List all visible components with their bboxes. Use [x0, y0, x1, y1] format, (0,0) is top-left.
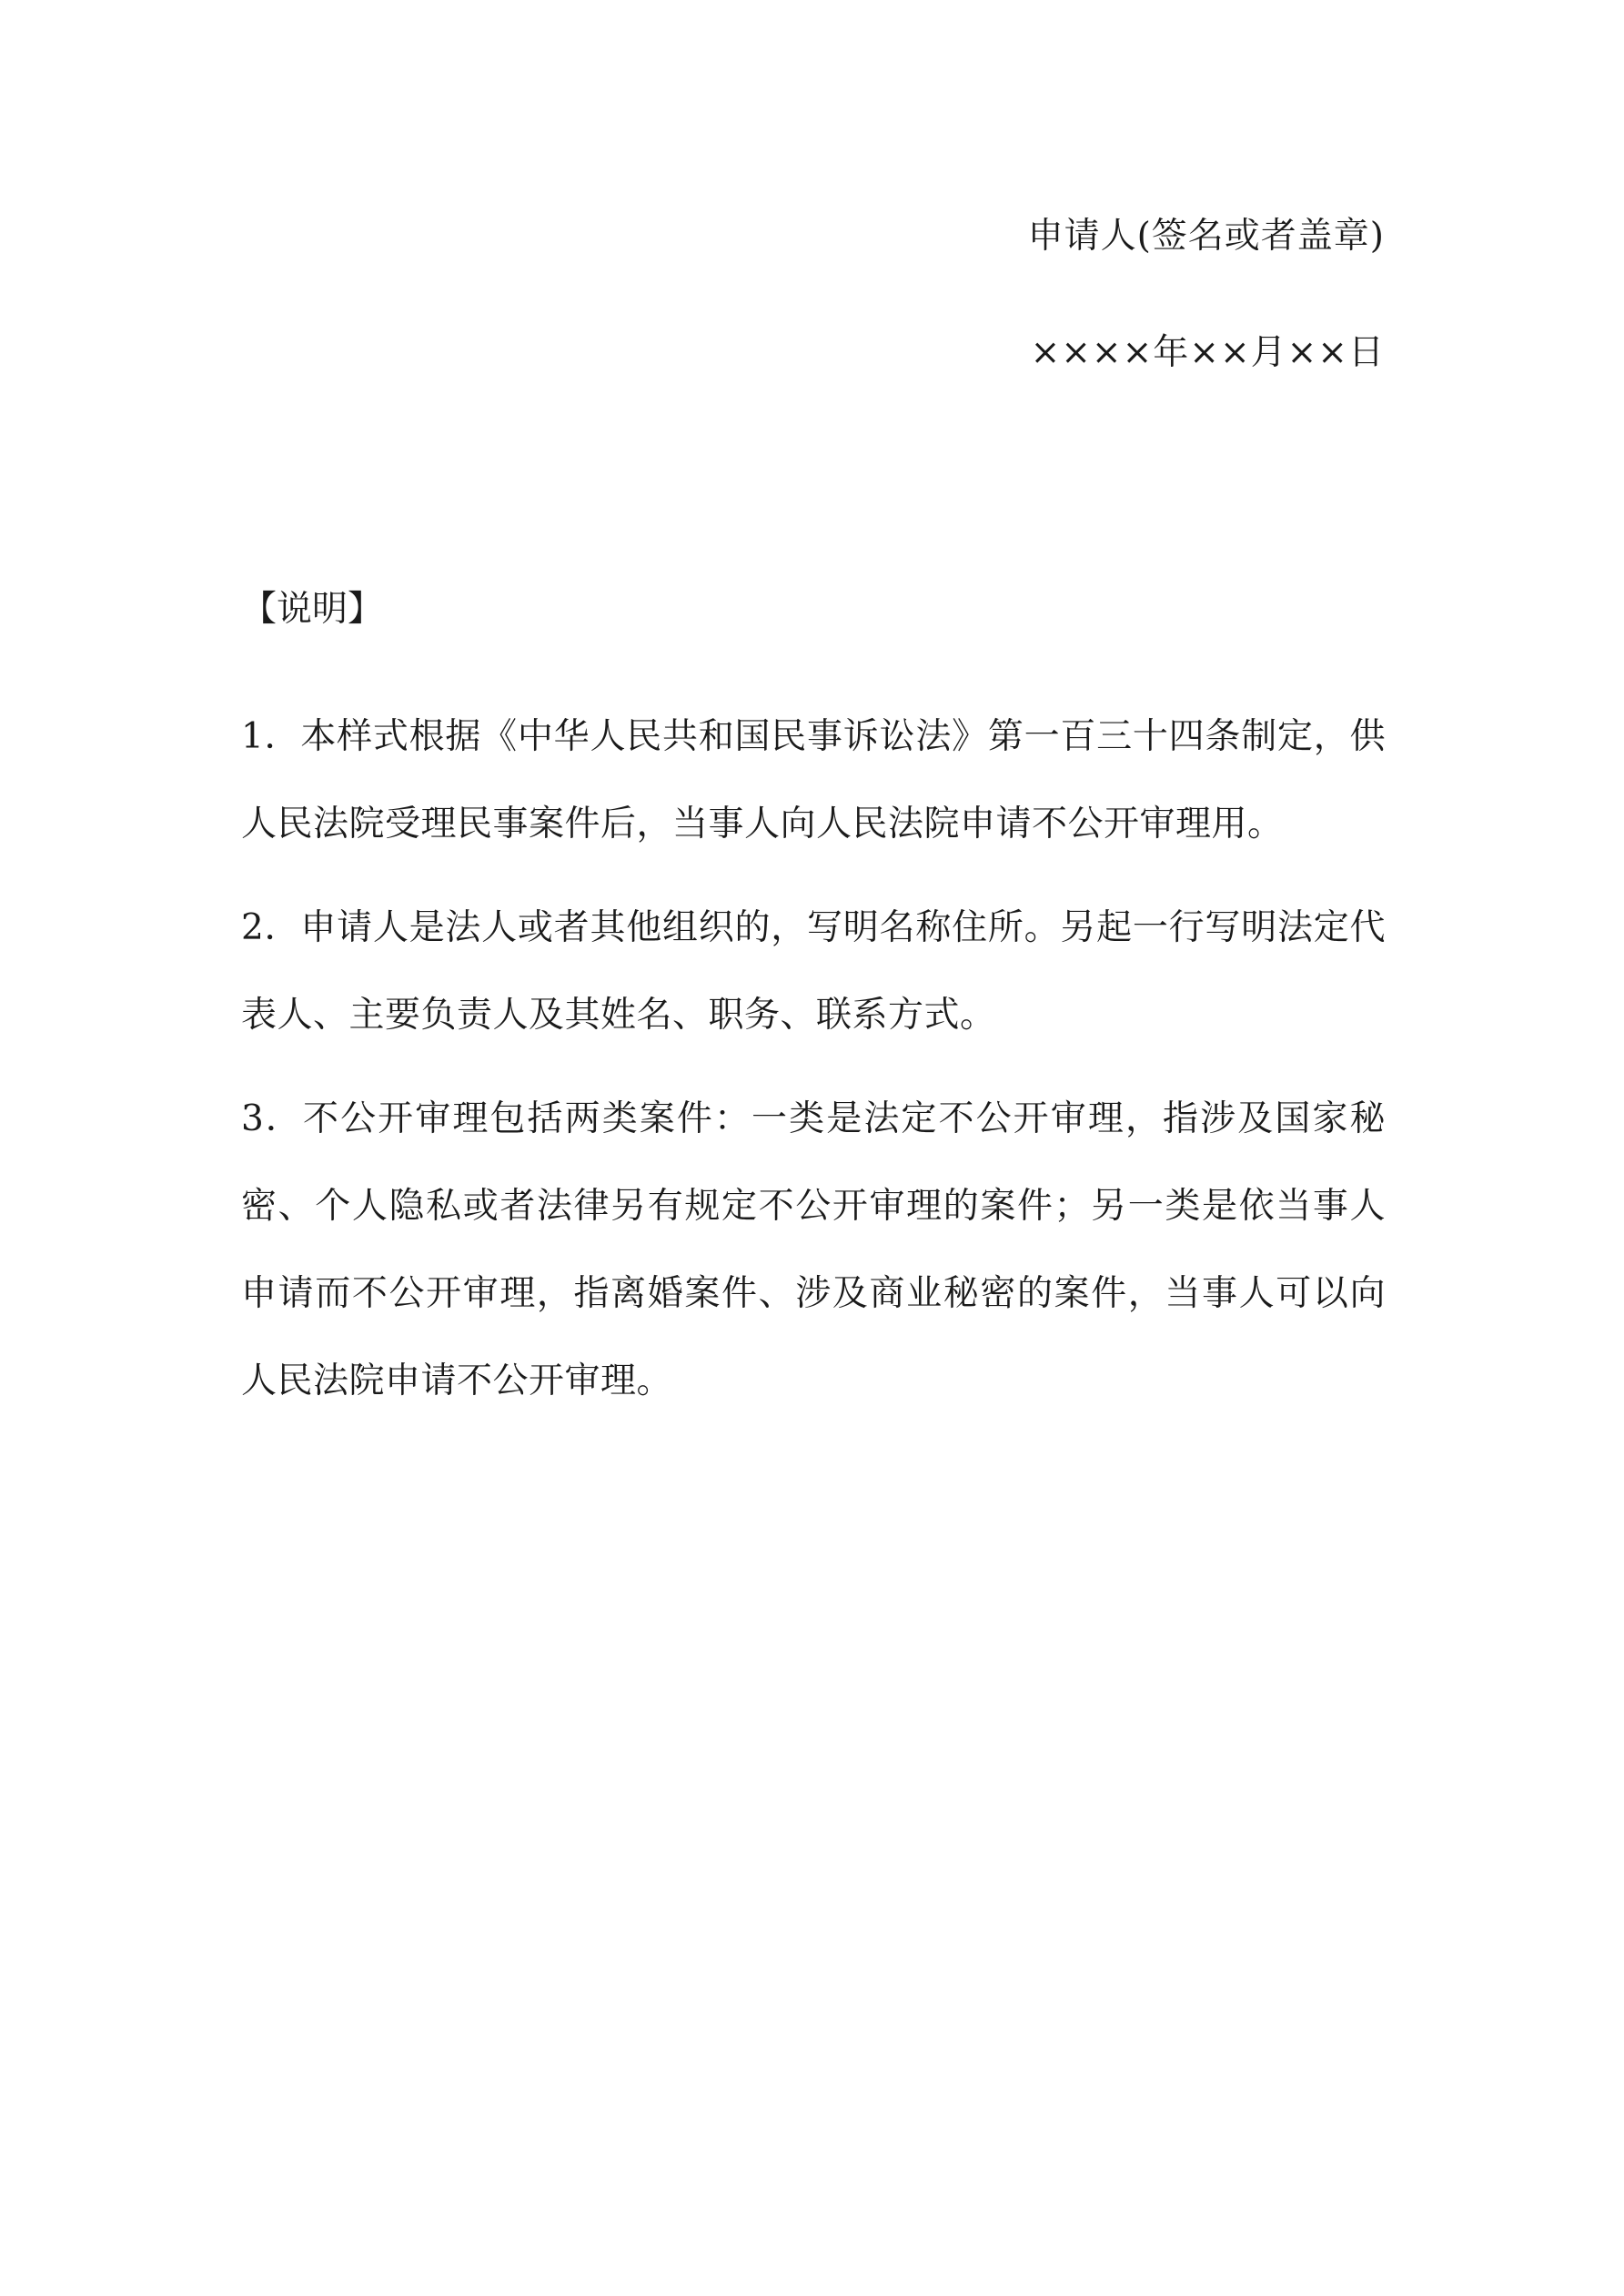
note-item-2: 2．申请人是法人或者其他组织的，写明名称住所。另起一行写明法定代表人、主要负责人及其姓名、职务、联系方式。	[241, 907, 1386, 1036]
notes-title: 【说明】	[241, 589, 384, 630]
note-item-3: 3．不公开审理包括两类案件：一类是法定不公开审理，指涉及国家秘密、个人隐私或者法律另有规定不公开审理的案件；另一类是依当事人申请而不公开审理，指离婚案件、涉及商业秘密的案件，当事人可以向人民法院申请不公开审理。	[241, 1098, 1386, 1401]
notes-section	[241, 584, 1386, 1441]
applicant-signature-line: 申请人(签名或者盖章)	[1027, 216, 1385, 257]
signature-block	[1028, 211, 1385, 379]
signature-date: ××××年××月××日	[1030, 332, 1385, 373]
note-item-1: 1．本样式根据《中华人民共和国民事诉讼法》第一百三十四条制定，供人民法院受理民事案件后，当事人向人民法院申请不公开审理用。	[241, 716, 1386, 845]
